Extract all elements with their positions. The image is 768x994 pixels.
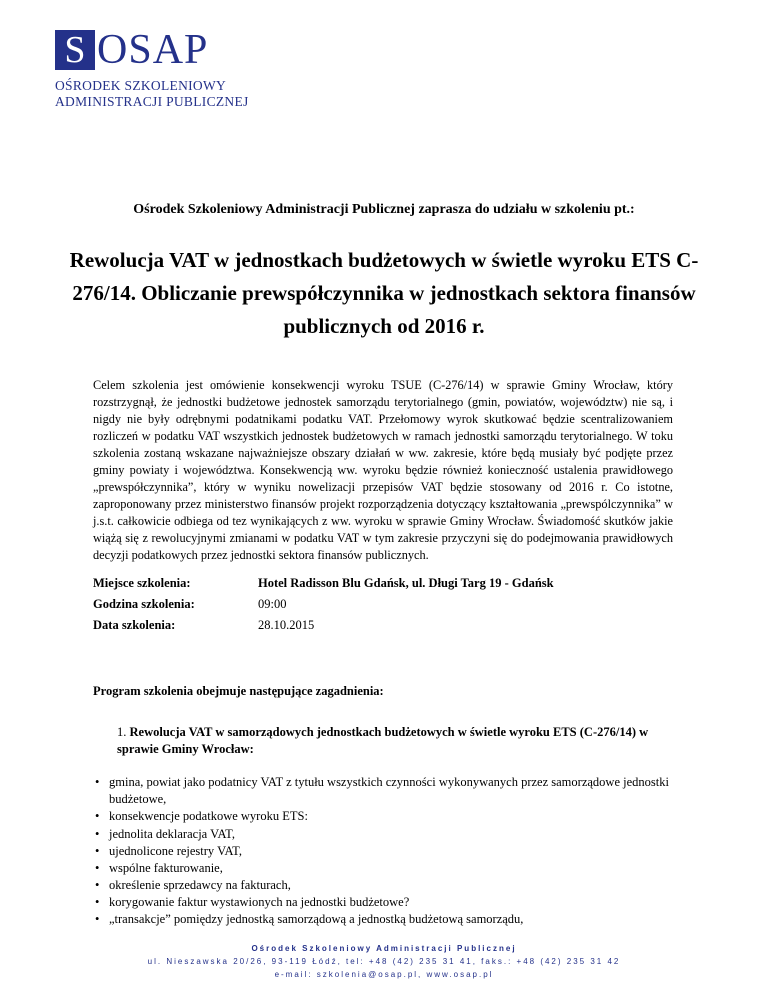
list-item: • wspólne fakturowanie, — [93, 860, 683, 877]
lead-paragraph: Celem szkolenia jest omówienie konsekwencji wyroku TSUE (C-276/14) w sprawie Gminy Wrocław, który rozstrzygnął, że jednostki budżetowe jednostek samorządu terytorialnego (gmin, powiatów, województw) nie są, i nigdy nie były odrębnymi podatnikami podatku VAT. Przełomowy wyrok skutkować będzie scentralizowaniem rozliczeń w podatku VAT wszystkich jednostek budżetowych w ramach jednostki samorządu terytorialnego. W toku szkolenia zostaną wskazane najważniejsze obszary działań w ww. zakresie, które będą musiały być podjęte przez gminy powiaty i województwa. Konsekwencją ww. wyroku będzie również konieczność ustalenia prawidłowego „prewspółczynnika”, który w wyniku nowelizacji przepisów VAT będzie stosowany od 2016 r. Co istotne, zaproponowany przez ministerstwo finansów projekt rozporządzenia dotyczący kształtowania „prewspólczynnika” w j.s.t. całkowicie odbiega od tez wynikających z ww. wyroku w sprawie Gminy Wrocław. Świadomość skutków jakie wiążą się z rewolucyjnymi zmianami w podatku VAT w tym zakresie przyczyni się do podejmowania prawidłowych decyzji podatkowych przez jednostki sektora finansów publicznych. — [93, 378, 673, 562]
logo-subtitle-1: OŚRODEK SZKOLENIOWY — [55, 78, 227, 93]
bullet-list-2 — [93, 826, 683, 928]
logo-subtitle-2: ADMINISTRACJI PUBLICZNEJ — [55, 94, 249, 109]
info-row-place — [93, 575, 558, 596]
info-row-date — [93, 617, 558, 638]
logo-mark: S — [55, 30, 95, 70]
training-title: Rewolucja VAT w jednostkach budżetowych w świetle wyroku ETS C-276/14. Obliczanie prewspółczynnika w jednostkach sektora finansów publicznych od 2016 r. — [69, 248, 699, 338]
date-value: 28.10.2015 — [258, 618, 315, 632]
date-label: Data szkolenia: — [93, 618, 176, 632]
list-item: • korygowanie faktur wystawionych na jednostki budżetowe? — [93, 894, 683, 911]
program-item-1 — [117, 724, 677, 758]
footer-contact: e-mail: szkolenia@osap.pl, www.osap.pl — [274, 970, 494, 979]
list-item: • jednolita deklaracja VAT, — [93, 826, 683, 843]
list-item: • określenie sprzedawcy na fakturach, — [93, 877, 683, 894]
list-item: • ujednolicone rejestry VAT, — [93, 843, 683, 860]
time-label: Godzina szkolenia: — [93, 597, 195, 611]
list-item: • „transakcje” pomiędzy jednostką samorządową a jednostką budżetową samorządu, — [93, 911, 683, 928]
list-item: • gmina, powiat jako podatnicy VAT z tytułu wszystkich czynności wykonywanych przez samorządowe jednostki budżetowe, — [93, 774, 683, 808]
page-footer — [0, 942, 768, 981]
invitation-text: Ośrodek Szkoleniowy Administracji Publicznej zaprasza do udziału w szkoleniu pt.: — [133, 202, 635, 217]
time-value: 09:00 — [258, 597, 287, 611]
place-value: Hotel Radisson Blu Gdańsk, ul. Długi Targ 19 - Gdańsk — [258, 576, 554, 590]
footer-organization: Ośrodek Szkoleniowy Administracji Publicznej — [251, 944, 517, 953]
bullet-list-1 — [93, 774, 683, 825]
program-item-text: Rewolucja VAT w samorządowych jednostkach budżetowych w świetle wyroku ETS (C-276/14) w sprawie Gminy Wrocław: — [117, 725, 649, 756]
program-item-number: 1. — [117, 725, 127, 739]
list-item: • konsekwencje podatkowe wyroku ETS: — [93, 808, 683, 825]
logo-wordmark: OSAP — [97, 27, 209, 73]
footer-address: ul. Nieszawska 20/26, 93-119 Łódź, tel: +48 (42) 235 31 41, faks.: +48 (42) 235 31 42 — [147, 957, 621, 966]
place-label: Miejsce szkolenia: — [93, 576, 191, 590]
training-info-table — [93, 575, 558, 638]
program-heading: Program szkolenia obejmuje następujące zagadnienia: — [93, 684, 384, 698]
osap-logo — [55, 27, 249, 110]
info-row-time — [93, 596, 558, 617]
